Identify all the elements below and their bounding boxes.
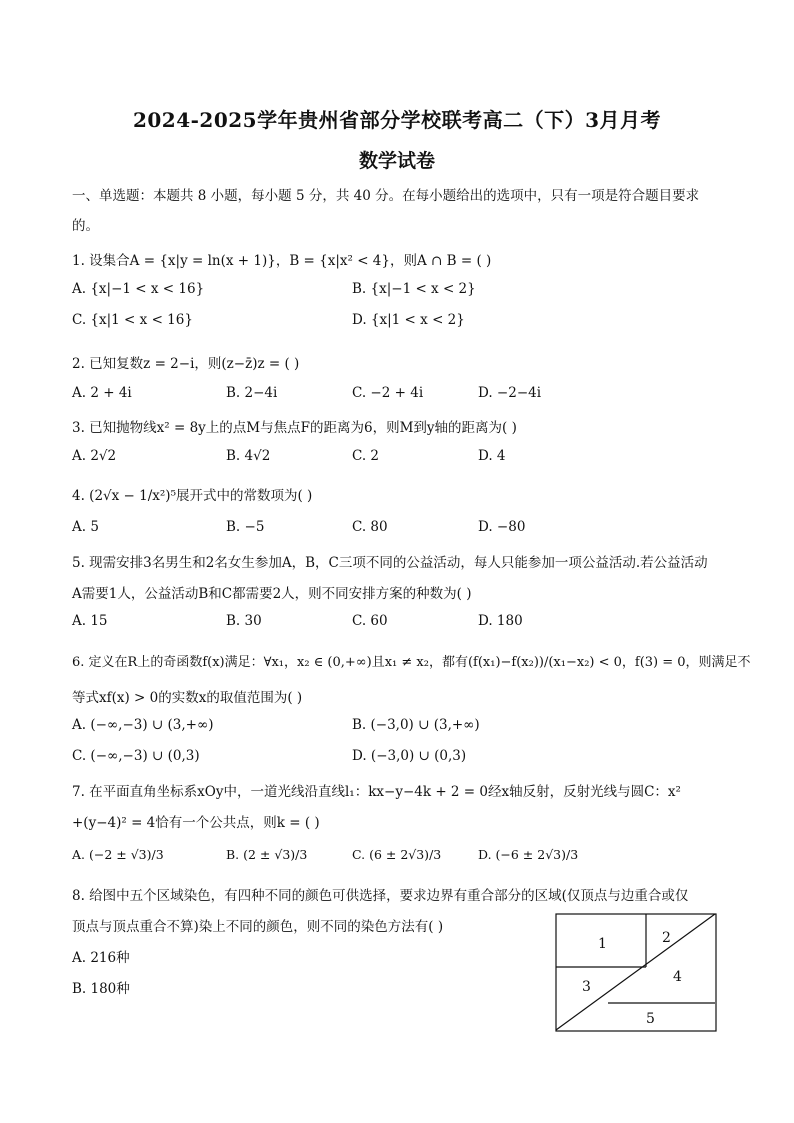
question-4-option-b: B. −5 — [226, 519, 265, 535]
question-3-option-d: D. 4 — [478, 448, 506, 464]
question-1-option-a: A. {x|−1 < x < 16} — [72, 281, 205, 297]
question-5-option-c: C. 60 — [352, 613, 388, 629]
document-subtitle: 数学试卷 — [358, 150, 435, 172]
question-4-option-d: D. −80 — [478, 519, 526, 535]
question-6-option-c: C. (−∞,−3) ∪ (0,3) — [72, 748, 200, 764]
question-5-option-d: D. 180 — [478, 613, 523, 629]
question-1-option-c: C. {x|1 < x < 16} — [72, 312, 193, 328]
question-2-option-d: D. −2−4i — [478, 385, 542, 401]
section-heading-line-1: 一、单选题：本题共 8 小题，每小题 5 分，共 40 分。在每小题给出的选项中，只有一项是符合题目要求 — [72, 188, 700, 204]
document-title: 2024-2025学年贵州省部分学校联考高二（下）3月月考 — [132, 108, 662, 132]
question-5-stem-line-2: A需要1人，公益活动B和C都需要2人，则不同安排方案的种数为( ) — [72, 586, 472, 602]
question-6-option-b: B. (−3,0) ∪ (3,+∞) — [352, 717, 480, 733]
region-label-2: 2 — [662, 930, 671, 946]
region-label-3: 3 — [582, 979, 591, 995]
question-1-option-d: D. {x|1 < x < 2} — [352, 312, 465, 328]
question-8-stem-line-1: 8. 给图中五个区域染色，有四种不同的颜色可供选择，要求边界有重合部分的区域(仅顶点与边重合或仅 — [72, 888, 689, 904]
section-heading — [72, 181, 722, 241]
question-7-option-b: B. (2 ± √3)/3 — [226, 847, 308, 862]
question-3-option-a: A. 2√2 — [72, 448, 117, 464]
question-6-option-d: D. (−3,0) ∪ (0,3) — [352, 748, 467, 764]
question-2-stem: 2. 已知复数z = 2−i，则(z−z̄)z = ( ) — [72, 356, 300, 372]
question-5-option-a: A. 15 — [72, 613, 108, 629]
question-7-option-d: D. (−6 ± 2√3)/3 — [478, 847, 579, 862]
question-5-stem-line-1: 5. 现需安排3名男生和2名女生参加A，B，C三项不同的公益活动，每人只能参加一项公益活动.若公益活动 — [72, 555, 708, 571]
question-2-option-b: B. 2−4i — [226, 385, 278, 401]
question-3-option-c: C. 2 — [352, 448, 380, 464]
question-7-stem-line-1: 7. 在平面直角坐标系xOy中，一道光线沿直线l₁：kx−y−4k + 2 = 0经x轴反射，反射光线与圆C：x² — [72, 784, 681, 800]
question-8-option-a: A. 216种 — [72, 950, 130, 966]
region-label-5: 5 — [646, 1011, 655, 1027]
question-3-stem: 3. 已知抛物线x² = 8y上的点M与焦点F的距离为6，则M到y轴的距离为( ) — [72, 420, 517, 436]
question-1-option-b: B. {x|−1 < x < 2} — [352, 281, 476, 297]
question-4-stem: 4. (2√x − 1/x²)⁵展开式中的常数项为( ) — [72, 488, 313, 504]
question-7-stem-line-2: +(y−4)² = 4恰有一个公共点，则k = ( ) — [72, 815, 320, 831]
region-label-4: 4 — [673, 969, 682, 985]
question-8-stem-line-2: 顶点与顶点重合不算)染上不同的颜色，则不同的染色方法有( ) — [72, 919, 444, 935]
question-7-option-c: C. (6 ± 2√3)/3 — [352, 847, 442, 862]
question-6-stem-line-2: 等式xf(x) > 0的实数x的取值范围为( ) — [72, 690, 303, 706]
question-8-option-b: B. 180种 — [72, 981, 130, 997]
question-5-option-b: B. 30 — [226, 613, 262, 629]
question-4-option-c: C. 80 — [352, 519, 388, 535]
question-2-option-c: C. −2 + 4i — [352, 385, 424, 401]
question-7-option-a: A. (−2 ± √3)/3 — [72, 847, 164, 862]
question-2-option-a: A. 2 + 4i — [72, 385, 132, 401]
question-3-option-b: B. 4√2 — [226, 448, 271, 464]
question-4-option-a: A. 5 — [72, 519, 99, 535]
figure-outer-border — [556, 914, 716, 1031]
coloring-regions-figure — [555, 913, 717, 1033]
question-1-stem: 1. 设集合A = {x|y = ln(x + 1)}，B = {x|x² < 4}，则A ∩ B = ( ) — [72, 253, 492, 269]
region-label-1: 1 — [598, 936, 607, 952]
section-heading-line-2: 的。 — [72, 218, 99, 234]
figure-diagonal — [556, 914, 715, 1030]
question-6-option-a: A. (−∞,−3) ∪ (3,+∞) — [72, 717, 214, 733]
question-6-stem-line-1: 6. 定义在R上的奇函数f(x)满足：∀x₁，x₂ ∈ (0,+∞)且x₁ ≠ x₂，都有(f(x₁)−f(x₂))/(x₁−x₂) < 0，f(3) = 0，则满足不 — [72, 655, 751, 670]
